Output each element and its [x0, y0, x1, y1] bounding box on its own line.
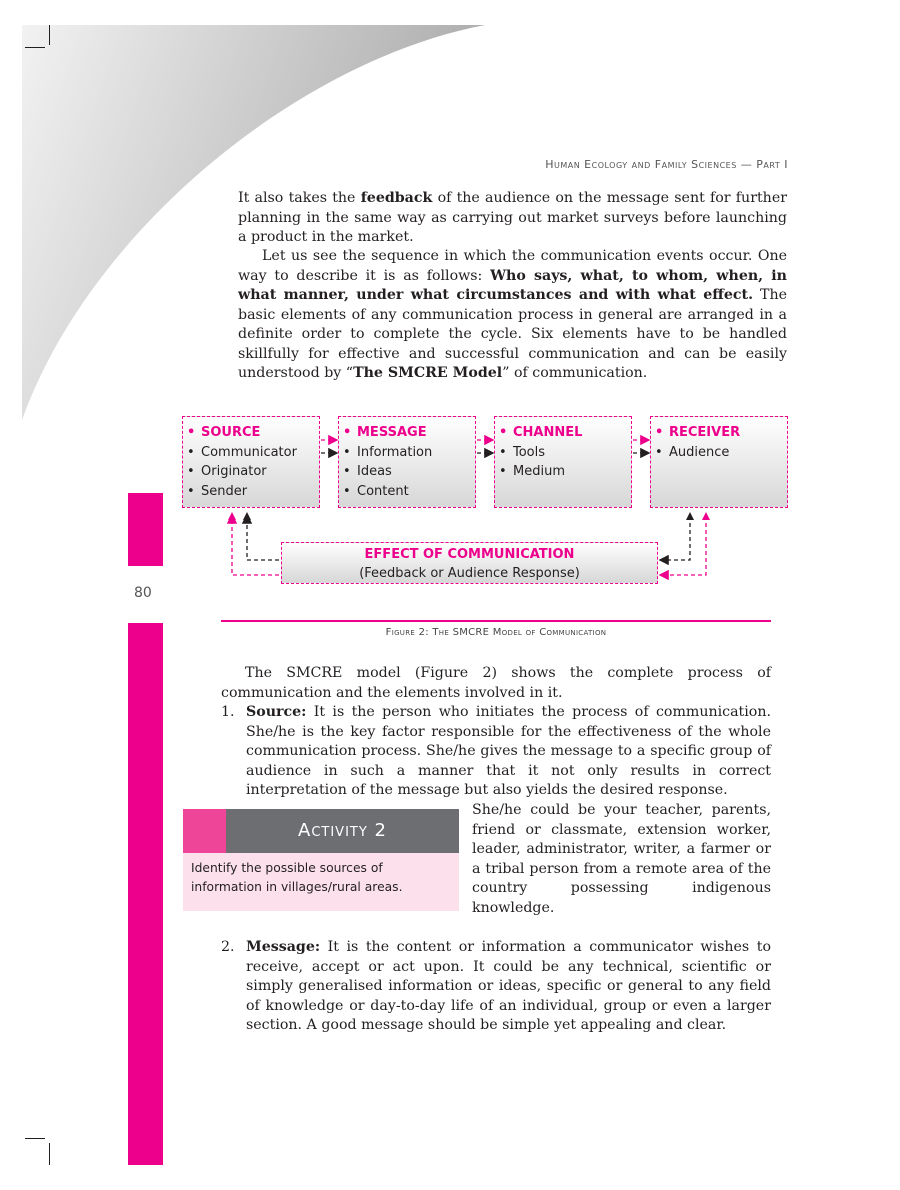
box-title: MESSAGE: [357, 425, 427, 440]
effect-subtitle: (Feedback or Audience Response): [359, 566, 580, 581]
arrow-receiver-effect-black: [661, 516, 690, 560]
running-head: Human Ecology and Family Sciences — Part I: [545, 158, 788, 171]
figure-caption: Figure 2: The SMCRE Model of Communication: [385, 627, 607, 638]
figure-box-receiver: • RECEIVER • Audience: [650, 416, 788, 508]
arrow-effect-source-black: [247, 516, 279, 560]
list-item-source-continued: She/he could be your teacher, parents, friend or classmate, extension worker, leader, administrator, writer, a farmer or a tribal person from a remote area of the country possessing indigenous knowledge.: [472, 802, 771, 916]
crop-mark: [25, 1138, 45, 1139]
arrow-effect-source-pink: [232, 516, 279, 575]
body-paragraph-3: The SMCRE model (Figure 2) shows the complete process of communication and the elements involved in it.: [221, 665, 771, 701]
list-item-source: Source: It is the person who initiates the process of communication. She/he is the key factor responsible for the effectiveness of the whole communication process. She/he gives the message to a specific group of audience in such a manner that it not only results in correct interpretation of the message but also yields the desired response.: [246, 704, 771, 798]
figure-box-channel: • CHANNEL • Tools • Medium: [494, 416, 632, 508]
figure-box-effect: [281, 542, 658, 584]
box-title: RECEIVER: [669, 425, 741, 440]
side-bar-bottom: [128, 623, 163, 1165]
figure-box-source: • SOURCE • Communicator • Originator • Sender: [182, 416, 320, 508]
box-title: CHANNEL: [513, 425, 583, 440]
list-item-message: Message: It is the content or information a communicator wishes to receive, accept or act upon. It could be any technical, scientific or simply generalised information or ideas, specific or general to any field of knowledge or day-to-day life of an individual, group or even a larger section. A good message should be simple yet appealing and clear.: [246, 939, 771, 1033]
effect-title: EFFECT OF COMMUNICATION: [364, 547, 575, 562]
activity-title: Activity 2: [298, 820, 387, 841]
crop-mark: [49, 1143, 50, 1165]
box-title: SOURCE: [201, 425, 261, 440]
arrow-receiver-effect-pink: [661, 516, 706, 575]
figure-box-message: • MESSAGE • Information • Ideas • Content: [338, 416, 476, 508]
activity-text: Identify the possible sources of information in villages/rural areas.: [183, 853, 459, 911]
figure-rule: [221, 620, 771, 622]
intro-paragraph-1: It also takes the feedback of the audience on the message sent for further planning in the same way as carrying out market surveys before launching a product in the market.: [238, 190, 787, 245]
list-number-1: 1.: [221, 704, 235, 720]
list-number-2: 2.: [221, 939, 235, 955]
page-number: 80: [134, 585, 152, 601]
activity-tab: [183, 809, 226, 853]
intro-paragraph-2: Let us see the sequence in which the communication events occur. One way to describe it is as follows: Who says, what, to whom, when, in what manner, under what circumstances and with what effect. The basic elements of any communication process in general are arranged in a definite order to complete the cycle. Six elements have to be handled skillfully for effective and successful communication and can be easily understood by “The SMCRE Model” of communication.: [238, 248, 788, 381]
